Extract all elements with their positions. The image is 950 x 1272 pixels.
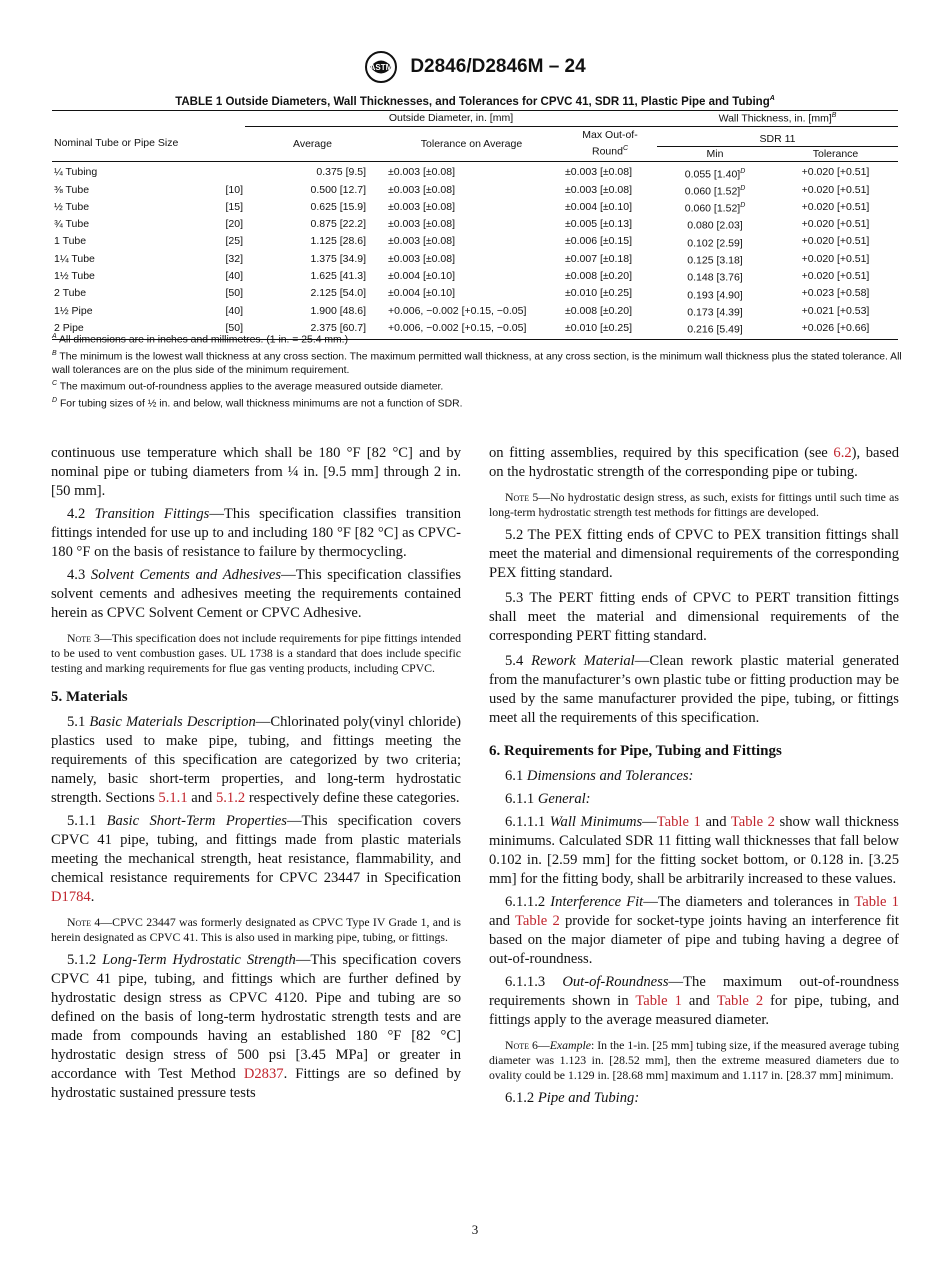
table-row: ½ Tube [15] 0.625 [15.9] ±0.003 [±0.08] ±0.004 [±0.10] 0.060 $[1.52]^D$ +0.020 [+0.51]	[54, 200, 870, 215]
tolerance-average-header: Tolerance on Average	[420, 137, 523, 150]
right-column	[489, 444, 899, 1112]
document-id: D2846/D2846M – 24	[410, 56, 586, 77]
note-5: Note 5—No hydrostatic design stress, as such, exists for fittings until such time as long-term hydrostatic strength test methods for fittings are developed.	[489, 490, 899, 519]
paragraph-6-1-1-3: 6.1.1.3 Out-of-Roundness—The maximum out-of-roundness requirements shown in Table 1 and Table 2 for pipe, tubing, and fittings apply to the average measured diameter.	[489, 974, 900, 1028]
footnote: $^C$ The maximum out-of-roundness applies to the average measured outside diameter.	[52, 380, 444, 393]
table-footnotes	[52, 330, 902, 411]
table-row: 1¼ Tube [32] 1.375 [34.9] ±0.003 [±0.08] ±0.007 [±0.18] 0.125 [3.18] +0.020 [+0.51]	[54, 252, 870, 267]
astm-logo-icon	[364, 50, 398, 84]
min-header: Min	[706, 147, 724, 160]
link-table-2[interactable]: Table 2	[515, 913, 560, 929]
footnote: $^A$ All dimensions are in inches and millimetres. (1 in. = 25.4 mm.)	[52, 333, 349, 346]
paragraph-5-1-1: 5.1.1 Basic Short-Term Properties—This specification covers CPVC 41 pipe, tubing, and fittings made from plastic materials meeting the mechanical strength, heat resistance, flammability, and chemical resistance requirements for CPVC 23447 in Specification D1784.	[51, 813, 462, 905]
link-5-1-2[interactable]: 5.1.2	[215, 790, 246, 806]
table-title: TABLE 1 Outside Diameters, Wall Thicknesses, and Tolerances for CPVC 41, SDR 11, Plastic Pipe and Tubing$^A$	[175, 95, 775, 108]
table-row: 2 Tube [50] 2.125 [54.0] ±0.004 [±0.10] ±0.010 [±0.25] 0.193 [4.90] +0.023 [+0.58]	[54, 287, 870, 302]
paragraph-6-1-1-2: 6.1.1.2 Interference Fit—The diameters and tolerances in Table 1 and Table 2 provide for socket-type joints having an interference fit based on the major diameter of pipe and tubing having a degree of out-of-roundness.	[489, 894, 899, 967]
link-table-1[interactable]: Table 1	[854, 894, 899, 910]
dimensions-table	[52, 110, 898, 340]
paragraph-4-3: 4.3 Solvent Cements and Adhesives—This specification classifies solvent cements and adhesives meeting the requirements contained herein as CPVC Solvent Cement or CPVC Adhesive.	[51, 567, 462, 621]
table-row: ¼ Tubing 0.375 [9.5] ±0.003 [±0.08] ±0.003 [±0.08] 0.055 $[1.40]^D$ +0.020 [+0.51]	[54, 166, 870, 180]
paragraph-5-2: 5.2 The PEX fitting ends of CPVC to PEX transition fittings shall meet the material and dimensional requirements of the corresponding PEX fitting standard.	[489, 527, 899, 581]
note-6: Note 6—Example: In the 1-in. [25 mm] tubing size, if the measured average tubing diameter was 1.123 in. [28.52 mm], then the extreme measured diameters due to ovality could be 1.129 in. [28.68 mm] maximum and 1.117 in. [28.37 mm] minimum.	[489, 1038, 899, 1082]
page-number: 3	[471, 1222, 479, 1237]
link-6-2[interactable]: 6.2	[833, 445, 852, 461]
link-table-2[interactable]: Table 2	[716, 993, 764, 1009]
footnote: $^D$ For tubing sizes of ½ in. and below, wall thickness minimums are not a function of SDR.	[52, 397, 463, 410]
paragraph: continuous use temperature which shall be 180 °F [82 °C] and by nominal pipe or tubing diameters from ¼ in. [9.5 mm] through 2 in. [50 mm].	[51, 445, 461, 499]
note-3: Note 3—This specification does not include requirements for pipe fittings intended to be used to vent combustion gases. UL 1738 is a standard that does include specific testing and marking requirements for flue gas venting products, including CPVC.	[51, 631, 462, 675]
section-5-heading: 5. Materials	[51, 689, 128, 705]
table-row: 1 Tube [25] 1.125 [28.6] ±0.003 [±0.08] ±0.006 [±0.15] 0.102 [2.59] +0.020 [+0.51]	[54, 235, 870, 250]
sdr-header: SDR 11	[657, 126, 898, 146]
paragraph-6-1-2: 6.1.2 Pipe and Tubing:	[505, 1090, 640, 1106]
note-4: Note 4—CPVC 23447 was formerly designated as CPVC Type IV Grade 1, and is herein designated as CPVC 41. This is also used in marking pipe, tubing, or fittings.	[51, 915, 461, 944]
table-row: 2 Pipe [50] 2.375 [60.7] +0.006, −0.002 [+0.15, −0.05] ±0.010 [±0.25] 0.216 [5.49] +0.026 [+0.66]	[52, 320, 898, 340]
table-row: ¾ Tube [20] 0.875 [22.2] ±0.003 [±0.08] ±0.005 [±0.13] 0.080 [2.03] +0.020 [+0.51]	[54, 218, 870, 232]
link-d1784[interactable]: D1784	[51, 889, 91, 905]
link-table-1[interactable]: Table 1	[635, 993, 682, 1009]
max-oor-header: Max Out-of-Round$^C$	[582, 128, 638, 158]
svg-text:ASTM: ASTM	[369, 63, 393, 72]
table-row: ⅜ Tube [10] 0.500 [12.7] ±0.003 [±0.08] ±0.003 [±0.08] 0.060 $[1.52]^D$ +0.020 [+0.51]	[54, 183, 870, 198]
page-header	[0, 50, 950, 84]
paragraph-5-4: 5.4 Rework Material—Clean rework plastic material generated from the manufacturer’s own plastic tube or fitting production may be used by the same manufacturer provided the pipe, tubing, or fittings meet all the requirements of this specification.	[489, 653, 899, 726]
table-row: 1½ Tube [40] 1.625 [41.3] ±0.004 [±0.10] ±0.008 [±0.20] 0.148 [3.76] +0.020 [+0.51]	[54, 270, 870, 284]
average-header: Average	[293, 137, 332, 150]
tolerance-header: Tolerance	[812, 147, 859, 160]
link-d2837[interactable]: D2837	[243, 1066, 284, 1082]
link-table-2[interactable]: Table 2	[730, 814, 775, 830]
paragraph-5-1: 5.1 Basic Materials Description—Chlorinated poly(vinyl chloride) plastics used to make pipe, tubing, and fittings meeting the requirements of this specification are categorized by two criteria; namely, basic short-term properties, and long-term hydrostatic strength. Sections 5.1.1 and 5.1.2 respectively define these categories.	[51, 714, 461, 806]
left-column	[51, 444, 461, 1107]
paragraph-6-1: 6.1 Dimensions and Tolerances:	[505, 768, 694, 784]
section-6-heading: 6. Requirements for Pipe, Tubing and Fittings	[489, 743, 782, 759]
od-group-header: Outside Diameter, in. [mm]	[245, 111, 657, 127]
link-5-1-1[interactable]: 5.1.1	[158, 790, 188, 806]
paragraph-5-3: 5.3 The PERT fitting ends of CPVC to PERT transition fittings shall meet the material and dimensional requirements of the corresponding PERT fitting standard.	[489, 590, 899, 644]
wall-group-header: Wall Thickness, in. [mm]$^B$	[657, 111, 898, 127]
footnote: $^B$ The minimum is the lowest wall thickness at any cross section. The maximum permitted wall thickness, at any cross section, is the minimum wall thickness plus the stated tolerance. All wall tolerances are on the plus side of the minimum requirement.	[52, 349, 902, 376]
table-row: 1½ Pipe [40] 1.900 [48.6] +0.006, −0.002 [+0.15, −0.05] ±0.008 [±0.20] 0.173 [4.39] +0.021 [+0.53]	[54, 304, 870, 319]
paragraph-5-1-2: 5.1.2 Long-Term Hydrostatic Strength—This specification covers CPVC 41 pipe, tubing, and fittings which are further defined by hydrostatic design stress as CPVC 4120. Pipe and tubing are so defined on the basis of long-term hydrostatic strength tests and are made from compounds having an established 180 °F [82 °C] hydrostatic design stress of 500 psi [3.45 MPa] or greater in accordance with Test Method D2837. Fittings are so defined by hydrostatic sustained pressure tests	[51, 952, 461, 1101]
paragraph-6-1-1: 6.1.1 General:	[505, 791, 591, 807]
paragraph: on fitting assemblies, required by this specification (see 6.2), based on the hydrostatic strength of the corresponding pipe or tubing.	[489, 445, 899, 480]
nominal-size-header: Nominal Tube or Pipe Size	[54, 137, 179, 150]
paragraph-6-1-1-1: 6.1.1.1 Wall Minimums—Table 1 and Table 2 show wall thickness minimums. Calculated SDR 11 fitting wall thicknesses that fall below 0.102 in. [2.59 mm] for the fitting socket bottom, or 0.128 in. [3.25 mm] for the fitting body, shall be arbitrarily increased to these values.	[489, 814, 899, 887]
link-table-1[interactable]: Table 1	[656, 814, 701, 830]
paragraph-4-2: 4.2 Transition Fittings—This specification classifies transition fittings intended for use up to and including 180 °F [82 °C] as CPVC-180 °F on the basis of resistance to failure by thermocycling.	[51, 506, 461, 560]
